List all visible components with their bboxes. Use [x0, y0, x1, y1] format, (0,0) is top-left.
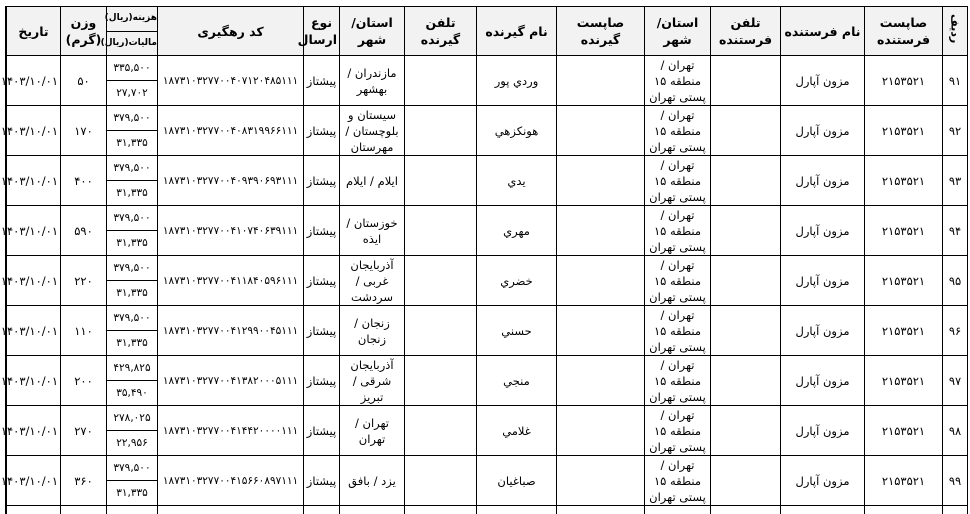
- empty-cell: [645, 506, 711, 514]
- header-sender-phone: تلفن فرستنده: [711, 7, 781, 56]
- receiver-name-cell: مهري: [477, 206, 557, 256]
- receiver-phone-cell: [405, 206, 477, 256]
- receiver-city-cell: آذربایجان شرقی / تبریز: [340, 356, 405, 406]
- sender-name-cell: مزون آپارل: [781, 156, 865, 206]
- header-row-number: [943, 7, 968, 56]
- cost-tax-cell: [107, 256, 158, 306]
- sender-city-cell: تهران / منطقه ۱۵ پستی تهران: [645, 106, 711, 156]
- tax-value: ۳۱,۳۳۵: [107, 231, 157, 255]
- send-type-cell: پیشتاز: [304, 156, 340, 206]
- empty-cell: [865, 506, 943, 514]
- receiver-postcode-cell: [557, 306, 645, 356]
- receiver-phone-cell: [405, 356, 477, 406]
- header-sender-name: نام فرستنده: [781, 7, 865, 56]
- date-cell: ۱۴۰۳/۱۰/۰۱: [7, 256, 61, 306]
- sender-postcode-cell: ۲۱۵۳۵۲۱: [865, 256, 943, 306]
- sender-name-cell: مزون آپارل: [781, 356, 865, 406]
- shipments-table: [6, 6, 968, 514]
- header-receiver-phone: تلفن گیرنده: [405, 7, 477, 56]
- header-tracking-code: کد رهگیری: [158, 7, 304, 56]
- row-number-cell: ۹۲: [943, 106, 968, 156]
- cost-value: ۳۷۹,۵۰۰: [107, 256, 157, 281]
- tracking-code-cell: ۱۸۷۳۱۰۳۲۷۷۰۰۴۱۵۶۶۰۸۹۷۱۱۱: [158, 456, 304, 506]
- table-row: [7, 206, 968, 256]
- tracking-code-cell: ۱۸۷۳۱۰۳۲۷۷۰۰۴۱۲۹۹۰۰۴۵۱۱۱: [158, 306, 304, 356]
- header-date: تاریخ: [7, 7, 61, 56]
- sender-phone-cell: [711, 56, 781, 106]
- cost-value: ۴۲۹,۸۲۵: [107, 356, 157, 381]
- empty-cell: [340, 506, 405, 514]
- table-body: [7, 56, 968, 514]
- weight-cell: ۵۹۰: [61, 206, 107, 256]
- sender-postcode-cell: ۲۱۵۳۵۲۱: [865, 406, 943, 456]
- receiver-postcode-cell: [557, 256, 645, 306]
- weight-cell: ۱۱۰: [61, 306, 107, 356]
- empty-cell: [7, 506, 61, 514]
- header-receiver-city: استان/ شهر: [340, 7, 405, 56]
- empty-cell: [477, 506, 557, 514]
- empty-cell: [304, 506, 340, 514]
- receiver-postcode-cell: [557, 106, 645, 156]
- weight-cell: ۵۰: [61, 56, 107, 106]
- sender-postcode-cell: ۲۱۵۳۵۲۱: [865, 56, 943, 106]
- tracking-code-cell: ۱۸۷۳۱۰۳۲۷۷۰۰۴۱۳۸۲۰۰۰۵۱۱۱: [158, 356, 304, 406]
- empty-cell: [557, 506, 645, 514]
- receiver-phone-cell: [405, 456, 477, 506]
- send-type-cell: پیشتاز: [304, 56, 340, 106]
- tax-value: ۳۱,۳۳۵: [107, 281, 157, 305]
- table-row: [7, 156, 968, 206]
- sender-postcode-cell: ۲۱۵۳۵۲۱: [865, 456, 943, 506]
- receiver-city-cell: زنجان / زنجان: [340, 306, 405, 356]
- send-type-cell: پیشتاز: [304, 206, 340, 256]
- sender-city-cell: تهران / منطقه ۱۵ پستی تهران: [645, 56, 711, 106]
- tax-value: ۳۱,۳۳۵: [107, 131, 157, 155]
- tax-value: ۳۱,۳۳۵: [107, 481, 157, 505]
- receiver-name-cell: وردي پور: [477, 56, 557, 106]
- date-cell: ۱۴۰۳/۱۰/۰۱: [7, 56, 61, 106]
- tax-value: ۳۵,۴۹۰: [107, 381, 157, 405]
- sender-phone-cell: [711, 456, 781, 506]
- weight-cell: ۳۶۰: [61, 456, 107, 506]
- tracking-code-cell: ۱۸۷۳۱۰۳۲۷۷۰۰۴۱۱۸۴۰۵۹۶۱۱۱: [158, 256, 304, 306]
- header-row-number-label: ردیف: [947, 14, 964, 43]
- table-row: [7, 256, 968, 306]
- send-type-cell: پیشتاز: [304, 306, 340, 356]
- tax-value: ۳۱,۳۳۵: [107, 181, 157, 205]
- receiver-phone-cell: [405, 156, 477, 206]
- receiver-phone-cell: [405, 256, 477, 306]
- table-row: [7, 56, 968, 106]
- table-row: [7, 356, 968, 406]
- sender-city-cell: تهران / منطقه ۱۵ پستی تهران: [645, 406, 711, 456]
- sender-postcode-cell: ۲۱۵۳۵۲۱: [865, 356, 943, 406]
- header-row: [7, 7, 968, 56]
- receiver-postcode-cell: [557, 456, 645, 506]
- row-number-cell: ۹۴: [943, 206, 968, 256]
- date-cell: ۱۴۰۳/۱۰/۰۱: [7, 156, 61, 206]
- cost-tax-cell: [107, 306, 158, 356]
- receiver-phone-cell: [405, 106, 477, 156]
- weight-cell: ۱۷۰: [61, 106, 107, 156]
- receiver-name-cell: خضري: [477, 256, 557, 306]
- sender-name-cell: مزون آپارل: [781, 56, 865, 106]
- date-cell: ۱۴۰۳/۱۰/۰۱: [7, 406, 61, 456]
- header-cost-tax: [107, 7, 158, 56]
- row-number-cell: ۹۹: [943, 456, 968, 506]
- sender-postcode-cell: ۲۱۵۳۵۲۱: [865, 156, 943, 206]
- sender-city-cell: تهران / منطقه ۱۵ پستی تهران: [645, 456, 711, 506]
- receiver-city-cell: مازندران / بهشهر: [340, 56, 405, 106]
- receiver-city-cell: سیستان و بلوچستان / مهرستان: [340, 106, 405, 156]
- receiver-postcode-cell: [557, 56, 645, 106]
- sender-name-cell: مزون آپارل: [781, 306, 865, 356]
- sender-city-cell: تهران / منطقه ۱۵ پستی تهران: [645, 306, 711, 356]
- date-cell: ۱۴۰۳/۱۰/۰۱: [7, 106, 61, 156]
- tracking-code-cell: ۱۸۷۳۱۰۳۲۷۷۰۰۴۱۰۷۴۰۶۳۹۱۱۱: [158, 206, 304, 256]
- table-row: [7, 106, 968, 156]
- sender-name-cell: مزون آپارل: [781, 256, 865, 306]
- send-type-cell: پیشتاز: [304, 356, 340, 406]
- header-sender-city: استان/ شهر: [645, 7, 711, 56]
- empty-cell: [107, 506, 158, 514]
- cost-tax-cell: [107, 56, 158, 106]
- row-number-cell: ۹۱: [943, 56, 968, 106]
- date-cell: ۱۴۰۳/۱۰/۰۱: [7, 206, 61, 256]
- header-receiver-name: نام گیرنده: [477, 7, 557, 56]
- receiver-phone-cell: [405, 56, 477, 106]
- weight-cell: ۲۲۰: [61, 256, 107, 306]
- header-cost: هزینه(ریال): [107, 7, 157, 32]
- sender-postcode-cell: ۲۱۵۳۵۲۱: [865, 306, 943, 356]
- sender-phone-cell: [711, 106, 781, 156]
- row-number-cell: ۹۸: [943, 406, 968, 456]
- receiver-name-cell: غلامي: [477, 406, 557, 456]
- empty-cell: [711, 506, 781, 514]
- receiver-city-cell: تهران / تهران: [340, 406, 405, 456]
- receiver-phone-cell: [405, 406, 477, 456]
- cost-tax-cell: [107, 356, 158, 406]
- tracking-code-cell: ۱۸۷۳۱۰۳۲۷۷۰۰۴۰۷۱۲۰۴۸۵۱۱۱: [158, 56, 304, 106]
- sender-postcode-cell: ۲۱۵۳۵۲۱: [865, 206, 943, 256]
- sender-phone-cell: [711, 256, 781, 306]
- row-number-cell: ۹۳: [943, 156, 968, 206]
- cost-value: ۳۳۵,۵۰۰: [107, 56, 157, 81]
- row-number-cell: ۹۷: [943, 356, 968, 406]
- weight-cell: ۲۰۰: [61, 356, 107, 406]
- weight-cell: ۴۰۰: [61, 156, 107, 206]
- cost-value: ۲۷۸,۰۲۵: [107, 406, 157, 431]
- date-cell: ۱۴۰۳/۱۰/۰۱: [7, 306, 61, 356]
- sender-name-cell: مزون آپارل: [781, 106, 865, 156]
- tax-value: ۳۱,۳۳۵: [107, 331, 157, 355]
- cost-value: ۳۷۹,۵۰۰: [107, 156, 157, 181]
- empty-cell: [61, 506, 107, 514]
- cost-tax-cell: [107, 156, 158, 206]
- row-number-cell: ۹۵: [943, 256, 968, 306]
- receiver-postcode-cell: [557, 406, 645, 456]
- sender-name-cell: مزون آپارل: [781, 406, 865, 456]
- sender-phone-cell: [711, 306, 781, 356]
- table-row: [7, 306, 968, 356]
- receiver-name-cell: يدي: [477, 156, 557, 206]
- receiver-city-cell: خوزستان / ایذه: [340, 206, 405, 256]
- partial-row: [7, 506, 968, 514]
- receiver-postcode-cell: [557, 156, 645, 206]
- cost-tax-cell: [107, 406, 158, 456]
- tax-value: ۲۲,۹۵۶: [107, 431, 157, 455]
- date-cell: ۱۴۰۳/۱۰/۰۱: [7, 456, 61, 506]
- cost-value: ۳۷۹,۵۰۰: [107, 106, 157, 131]
- header-receiver-postcode: صاپست گیرنده: [557, 7, 645, 56]
- send-type-cell: پیشتاز: [304, 256, 340, 306]
- cost-tax-cell: [107, 456, 158, 506]
- sender-city-cell: تهران / منطقه ۱۵ پستی تهران: [645, 156, 711, 206]
- receiver-name-cell: صباغيان: [477, 456, 557, 506]
- receiver-name-cell: هونكزهي: [477, 106, 557, 156]
- sender-city-cell: تهران / منطقه ۱۵ پستی تهران: [645, 206, 711, 256]
- sender-phone-cell: [711, 356, 781, 406]
- receiver-city-cell: یزد / بافق: [340, 456, 405, 506]
- sender-city-cell: تهران / منطقه ۱۵ پستی تهران: [645, 356, 711, 406]
- sender-postcode-cell: ۲۱۵۳۵۲۱: [865, 106, 943, 156]
- tracking-code-cell: ۱۸۷۳۱۰۳۲۷۷۰۰۴۰۹۳۹۰۶۹۳۱۱۱: [158, 156, 304, 206]
- header-send-type: نوع ارسال: [304, 7, 340, 56]
- row-number-cell: ۹۶: [943, 306, 968, 356]
- table-row: [7, 406, 968, 456]
- table-row: [7, 456, 968, 506]
- cost-value: ۳۷۹,۵۰۰: [107, 206, 157, 231]
- cost-value: ۳۷۹,۵۰۰: [107, 306, 157, 331]
- receiver-phone-cell: [405, 306, 477, 356]
- weight-cell: ۲۷۰: [61, 406, 107, 456]
- empty-cell: [943, 506, 968, 514]
- receiver-city-cell: آذربایجان غربی / سردشت: [340, 256, 405, 306]
- empty-cell: [781, 506, 865, 514]
- sender-phone-cell: [711, 406, 781, 456]
- tax-value: ۲۷,۷۰۲: [107, 81, 157, 105]
- cost-tax-cell: [107, 106, 158, 156]
- header-weight: وزن (گرم): [61, 7, 107, 56]
- receiver-city-cell: ایلام / ایلام: [340, 156, 405, 206]
- date-cell: ۱۴۰۳/۱۰/۰۱: [7, 356, 61, 406]
- sender-phone-cell: [711, 156, 781, 206]
- sender-name-cell: مزون آپارل: [781, 206, 865, 256]
- receiver-postcode-cell: [557, 356, 645, 406]
- header-sender-postcode: صاپست فرستنده: [865, 7, 943, 56]
- cost-tax-cell: [107, 206, 158, 256]
- send-type-cell: پیشتاز: [304, 106, 340, 156]
- receiver-postcode-cell: [557, 206, 645, 256]
- sender-city-cell: تهران / منطقه ۱۵ پستی تهران: [645, 256, 711, 306]
- cost-value: ۳۷۹,۵۰۰: [107, 456, 157, 481]
- shipments-table-container: [5, 6, 967, 514]
- header-tax: مالیات(ریال): [107, 32, 157, 56]
- tracking-code-cell: ۱۸۷۳۱۰۳۲۷۷۰۰۴۰۸۳۱۹۹۶۶۱۱۱: [158, 106, 304, 156]
- sender-phone-cell: [711, 206, 781, 256]
- sender-name-cell: مزون آپارل: [781, 456, 865, 506]
- empty-cell: [405, 506, 477, 514]
- receiver-name-cell: منجي: [477, 356, 557, 406]
- empty-cell: [158, 506, 304, 514]
- send-type-cell: پیشتاز: [304, 406, 340, 456]
- send-type-cell: پیشتاز: [304, 456, 340, 506]
- receiver-name-cell: حسني: [477, 306, 557, 356]
- tracking-code-cell: ۱۸۷۳۱۰۳۲۷۷۰۰۴۱۴۴۲۰۰۰۰۱۱۱: [158, 406, 304, 456]
